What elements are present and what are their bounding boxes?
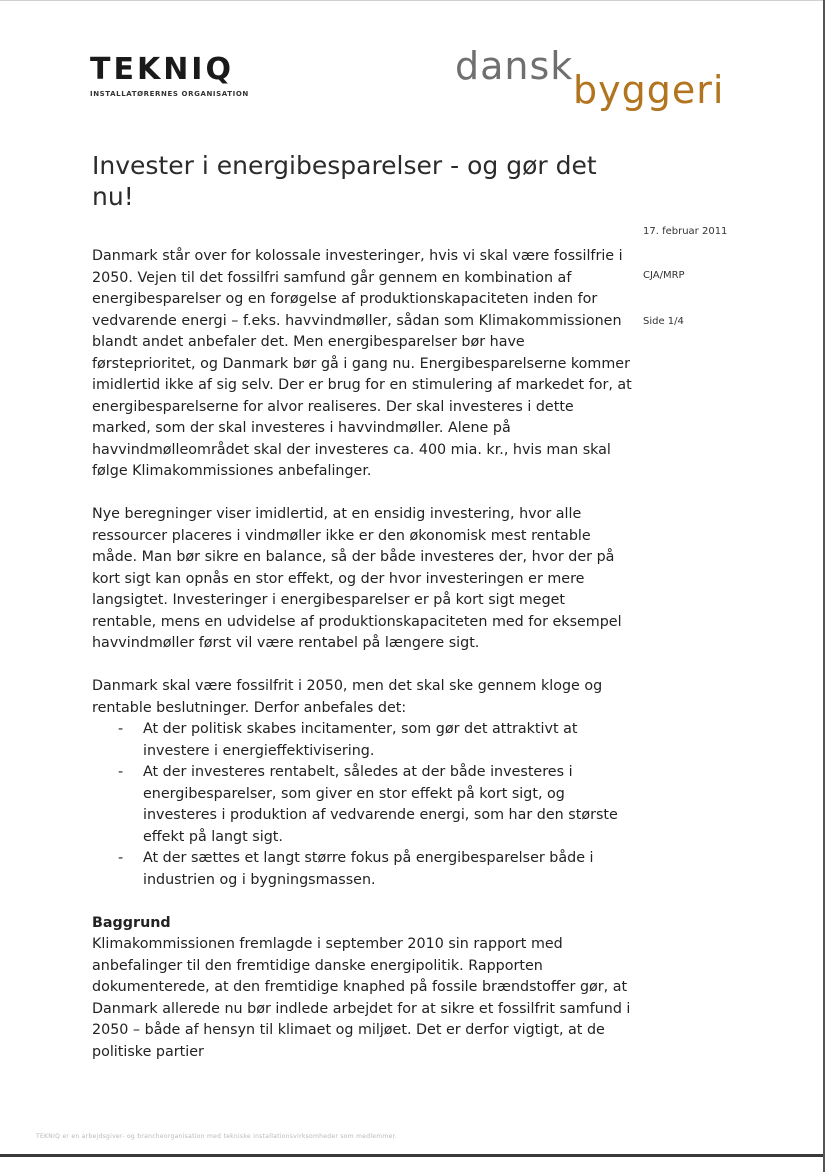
document-body: [92, 246, 632, 1063]
paragraph-intro: Danmark står over for kolossale investeringer, hvis vi skal være fossilfrie i 2050. Vejen til det fossilfri samfund går gennem en kombination af energibesparelser og en forøgelse af produktionskapaciteten inden for vedvarende energi – f.eks. havvindmøller, sådan som Klimakommissionen blandt andet anbefaler det. Men energibesparelser bør have førsteprioritet, og Danmark bør gå i gang nu. Energibesparelserne kommer imidlertid ikke af sig selv. Der er brug for en stimulering af markedet for, at energibesparelserne for alvor realiseres. Der skal investeres i dette marked, som der skal investeres i havvindmøller. Alene på havvindmølleområdet skal der investeres ca. 400 mia. kr., hvis man skal følge Klimakommissiones anbefalinger.: [92, 248, 632, 479]
page-footer: TEKNIQ er en arbejdsgiver- og brancheorganisation med tekniske installationsvirksomheder som medlemmer.: [36, 1133, 397, 1140]
list-item-text: At der sættes et langt større fokus på energibesparelser både i industrien og i bygningsmassen.: [143, 850, 594, 888]
section-heading: Baggrund: [92, 914, 171, 931]
tekniq-logo-subtitle: INSTALLATØRERNES ORGANISATION: [90, 90, 249, 98]
list-item: [92, 762, 632, 848]
author-initials: CJA/MRP: [643, 270, 685, 281]
page-number: Side 1/4: [643, 316, 684, 327]
section-text: Klimakommissionen fremlagde i september 2010 sin rapport med anbefalinger til den fremtidige danske energipolitik. Rapporten dokumenterede, at den fremtidige knaphed på fossile brændstoffer gør, at Danmark allerede nu bør indlede arbejdet for at sikre et fossilfrit samfund i 2050 – både af hensyn til klimaet og miljøet. Det er derfor vigtigt, at de politiske partier: [92, 936, 631, 1060]
list-item-text: At der investeres rentabelt, således at der både investeres i energibesparelser, som giver en stor effekt på kort sigt, og investeres i produktion af vedvarende energi, som har den største effekt på langt sigt.: [143, 764, 618, 845]
tekniq-logo-word: TEKNIQ: [90, 52, 234, 87]
byggeri-logo-word: byggeri: [573, 68, 725, 112]
list-item-text: At der politisk skabes incitamenter, som gør det attraktivt at investere i energieffektivisering.: [143, 721, 578, 759]
tekniq-logo: [90, 52, 249, 98]
bullet-dash: -: [118, 721, 124, 737]
paragraph-recommendation: Danmark skal være fossilfrit i 2050, men det skal ske gennem kloge og rentable beslutninger. Derfor anbefales det:: [92, 678, 603, 716]
bullet-dash: -: [118, 850, 124, 866]
paragraph-calculations: Nye beregninger viser imidlertid, at en ensidig investering, hvor alle ressourcer placeres i vindmøller ikke er den økonomisk mest rentable måde. Man bør sikre en balance, så der både investeres der, hvor der på kort sigt kan opnås en stor effekt, og der hvor investeringen er mere langsigtet. Investeringer i energibesparelser er på kort sigt meget rentable, mens en udvidelse af produktionskapaciteten med for eksempel havvindmøller først vil være rentabel på længere sigt.: [92, 506, 622, 651]
list-item: [92, 719, 632, 762]
page-top-edge: [0, 0, 825, 1]
dansk-byggeri-logo: [455, 46, 725, 116]
recommendation-list: [92, 719, 632, 891]
bottom-rule: [0, 1154, 825, 1157]
list-item: [92, 848, 632, 891]
dansk-logo-word: dansk: [455, 44, 574, 88]
page-title: Invester i energibesparelser - og gør det nu!: [92, 151, 597, 211]
bullet-dash: -: [118, 764, 124, 780]
document-date: 17. februar 2011: [643, 226, 728, 237]
